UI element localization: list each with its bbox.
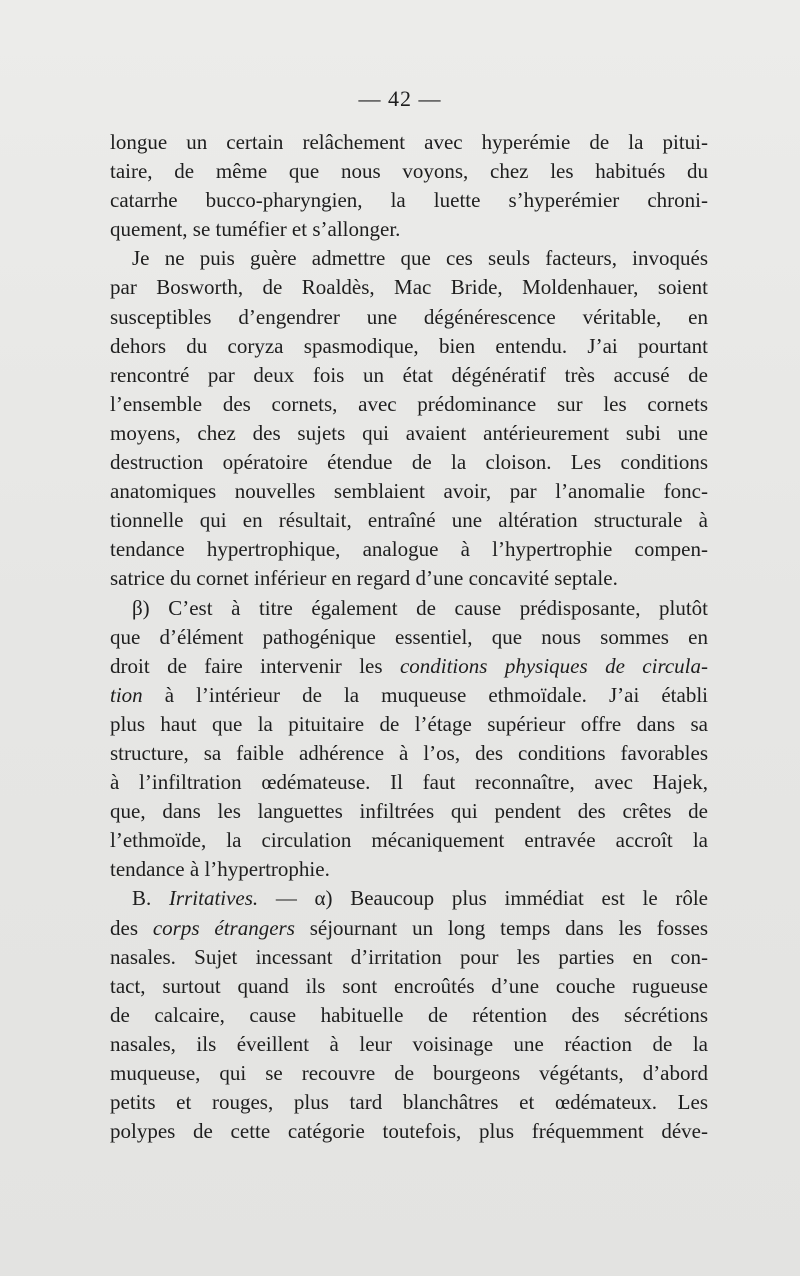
paragraph-bosworth	[110, 244, 708, 593]
text-line: nasales. Sujet incessant d’irritation pour les parties en con-	[110, 944, 708, 969]
text-line: longue un certain relâchement avec hyperémie de la pitui-	[110, 130, 708, 154]
text-line: destruction opératoire étendue de la cloison. Les conditions	[110, 450, 708, 475]
body-text	[110, 128, 708, 1146]
text-line: de calcaire, cause habituelle de rétention des sécrétions	[110, 1002, 708, 1027]
text-line: à l’infiltration œdémateuse. Il faut reconnaître, avec Hajek,	[110, 770, 708, 795]
text-line: taire, de même que nous voyons, chez les habitués du	[110, 159, 708, 184]
text-line: quement, se tuméfier et s’allonger.	[110, 217, 401, 242]
text-line: tionnelle qui en résultait, entraîné une altération structurale à	[110, 508, 708, 533]
text-line: l’ensemble des cornets, avec prédominance sur les cornets	[110, 391, 708, 416]
text-line: tion à l’intérieur de la muqueuse ethmoïdale. J’ai établi	[110, 682, 708, 707]
text-line: plus haut que la pituitaire de l’étage supérieur offre dans sa	[110, 711, 708, 736]
text-line: tendance à l’hypertrophie.	[110, 857, 330, 882]
text-line: petits et rouges, plus tard blanchâtres et œdémateux. Les	[110, 1090, 708, 1115]
paragraph-beta	[110, 594, 708, 885]
text-line: droit de faire intervenir les conditions physiques de circula-	[110, 653, 708, 678]
text-line: β) C’est à titre également de cause prédisposante, plutôt	[132, 595, 708, 620]
text-line: que d’élément pathogénique essentiel, que nous sommes en	[110, 624, 708, 649]
paragraph-continuation	[110, 128, 708, 244]
text-line: l’ethmoïde, la circulation mécaniquement entravée accroît la	[110, 828, 708, 853]
paragraph-irritatives	[110, 884, 708, 1146]
text-line: nasales, ils éveillent à leur voisinage une réaction de la	[110, 1031, 708, 1056]
text-line: anatomiques nouvelles semblaient avoir, par l’anomalie fonc-	[110, 479, 708, 504]
text-line: dehors du coryza spasmodique, bien entendu. J’ai pourtant	[110, 333, 708, 358]
text-line: rencontré par deux fois un état dégénératif très accusé de	[110, 362, 708, 387]
text-line: B. Irritatives. — α) Beaucoup plus immédiat est le rôle	[132, 886, 708, 911]
text-line: polypes de cette catégorie toutefois, plus fréquemment déve-	[110, 1119, 708, 1144]
text-line: catarrhe bucco-pharyngien, la luette s’hyperémier chroni-	[110, 188, 708, 213]
text-line: moyens, chez des sujets qui avaient antérieurement subi une	[110, 420, 708, 445]
text-line: Je ne puis guère admettre que ces seuls facteurs, invoqués	[132, 246, 708, 271]
text-line: tact, surtout quand ils sont encroûtés d’une couche rugueuse	[110, 973, 708, 998]
text-line: muqueuse, qui se recouvre de bourgeons végétants, d’abord	[110, 1061, 708, 1085]
text-line: tendance hypertrophique, analogue à l’hypertrophie compen-	[110, 537, 708, 562]
text-line: par Bosworth, de Roaldès, Mac Bride, Moldenhauer, soient	[110, 275, 708, 300]
text-line: susceptibles d’engendrer une dégénérescence véritable, en	[110, 304, 708, 329]
text-line: des corps étrangers séjournant un long temps dans les fosses	[110, 915, 708, 940]
text-line: que, dans les languettes infiltrées qui pendent des crêtes de	[110, 799, 708, 824]
text-line: structure, sa faible adhérence à l’os, des conditions favorables	[110, 740, 708, 765]
text-line: satrice du cornet inférieur en regard d’une concavité septale.	[110, 566, 618, 591]
page-number: — 42 —	[358, 86, 442, 111]
